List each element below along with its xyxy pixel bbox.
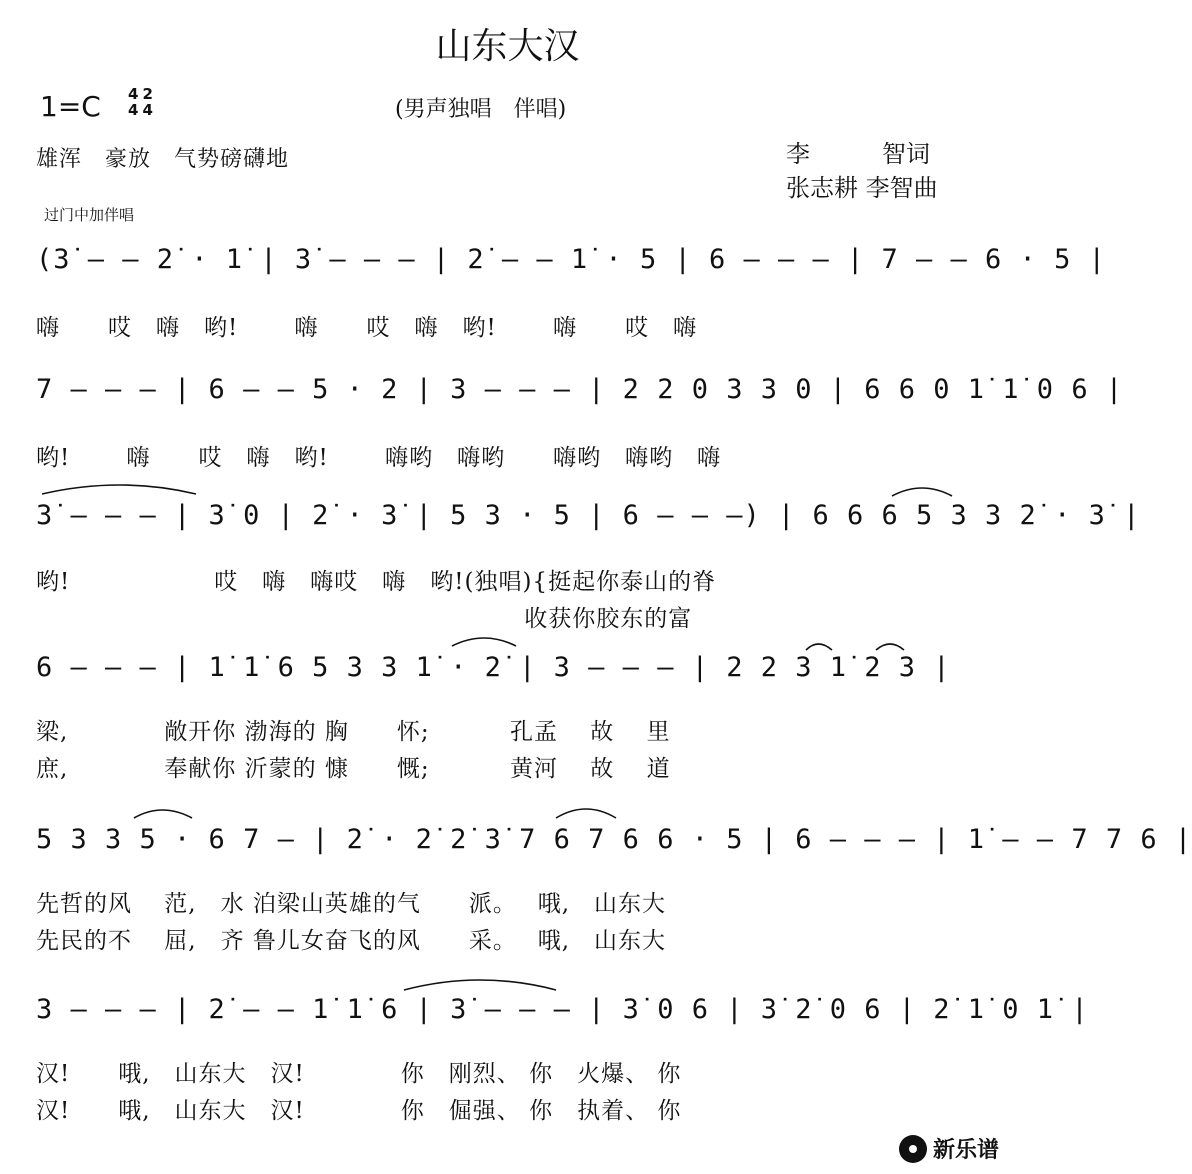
- notes-line: (3̇ – – 2̇ · 1̇ | 3̇ – – – | 2̇ – – 1̇ · 5 | 6 – – – | 7 – – 6 · 5 |: [36, 244, 1106, 275]
- lyrics-line: 先哲的风 范, 水 泊梁山英雄的气 派。 哦, 山东大: [36, 891, 667, 917]
- expression-marking: 雄浑 豪放 气势磅礴地: [36, 147, 290, 172]
- lyrics-line: 汉! 哦, 山东大 汉! 你 倔强、 你 执着、 你: [36, 1098, 682, 1124]
- prelude-note: 过门中加伴唱: [44, 206, 135, 224]
- key-signature: 1=C: [40, 90, 101, 123]
- record-icon: [899, 1135, 927, 1163]
- lyrics-line: 嗨 哎 嗨 哟! 嗨 哎 嗨 哟! 嗨 哎 嗨: [36, 315, 698, 341]
- watermark-text: 新乐谱: [932, 1138, 999, 1163]
- lyrics-line: 哟! 嗨 哎 嗨 哟! 嗨哟 嗨哟 嗨哟 嗨哟 嗨: [36, 445, 722, 471]
- watermark-logo: [899, 1133, 999, 1164]
- notes-line: 3̇ – – – | 3̇ 0 | 2̇ · 3̇ | 5 3 · 5 | 6 – – –) | 6 6 6 5 3 3 2̇ · 3̇ |: [36, 500, 1141, 531]
- composer-credit: 张志耕 李智曲: [786, 174, 938, 202]
- lyrics-line: 收获你胶东的富: [36, 606, 693, 632]
- song-title: 山东大汉: [435, 26, 580, 67]
- notes-line: 7 – – – | 6 – – 5 · 2 | 3 – – – | 2 2 0 3 3 0 | 6 6 0 1̇ 1̇ 0 6 |: [36, 374, 1124, 405]
- lyrics-line: 梁, 敞开你 渤海的 胸 怀; 孔孟 故 里: [36, 719, 671, 745]
- notes-line: 3 – – – | 2̇ – – 1̇ 1̇ 6 | 3̇ – – – | 3̇ 0 6 | 3̇ 2̇ 0 6 | 2̇ 1̇ 0 1̇ |: [36, 994, 1089, 1025]
- lyrics-line: 先民的不 屈, 齐 鲁儿女奋飞的风 采。 哦, 山东大: [36, 928, 667, 954]
- time-signature: 4 4 2 4: [128, 85, 153, 119]
- performance-type: (男声独唱 伴唱): [395, 97, 567, 122]
- notes-line: 5 3 3 5 · 6 7 – | 2̇ · 2̇ 2̇ 3̇ 7 6 7 6 6 · 5 | 6 – – – | 1̇ – – 7 7 6 |: [36, 824, 1192, 855]
- lyrics-line: 汉! 哦, 山东大 汉! 你 刚烈、 你 火爆、 你: [36, 1061, 682, 1087]
- lyricist-credit: 李 智词: [786, 140, 930, 168]
- lyrics-line: 庶, 奉献你 沂蒙的 慷 慨; 黄河 故 道: [36, 756, 671, 782]
- lyrics-line: 哟! 哎 嗨 嗨哎 嗨 哟!(独唱){挺起你泰山的脊: [36, 569, 717, 595]
- notes-line: 6 – – – | 1̇ 1̇ 6 5 3 3 1̇ · 2̇ | 3 – – – | 2 2 3 1̇ 2 3 |: [36, 652, 951, 683]
